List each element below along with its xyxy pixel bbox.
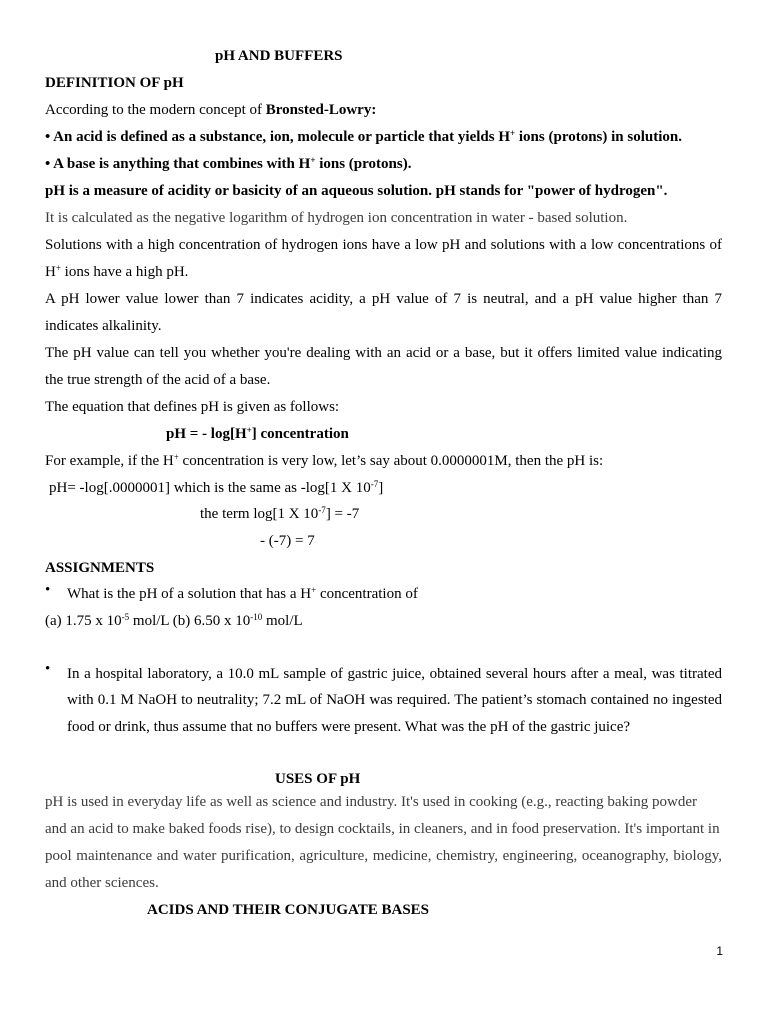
uses-line-3: pool maintenance and water purification, agriculture, medicine, chemistry, engineering, oceanography, biology, [45,848,722,864]
question-2-line-3: food or drink, thus assume that no buffers were present. What was the pH of the gastric juice? [67,719,631,735]
intro-text: According to the modern concept of [45,102,266,118]
uses-line-1: pH is used in everyday life as well as science and industry. It's used in cooking (e.g., reacting baking powder [45,794,697,810]
ph-measure-statement: pH is a measure of acidity or basicity of an aqueous solution. pH stands for "power of hydrogen". [45,183,668,199]
page-number: 1 [716,944,723,958]
ph-value-line-2: the true strength of the acid of a base. [45,372,271,388]
conjugate-bases-heading: ACIDS AND THEIR CONJUGATE BASES [147,902,430,918]
question-1 [67,585,418,603]
lower-value-line-2: indicates alkalinity. [45,318,162,334]
superscript: -7 [318,505,326,515]
question-1-options [45,612,303,630]
uses-line-4: and other sciences. [45,875,159,891]
assignments-heading: ASSIGNMENTS [45,560,155,576]
question-tail: concentration of [316,586,418,602]
calculation-step-1 [49,479,383,497]
superscript: + [173,452,179,462]
superscript: + [246,425,252,435]
superscript: + [311,585,317,595]
solutions-line-2 [45,263,188,281]
calc-step-tail: ] = -7 [325,506,360,522]
calculation-line: It is calculated as the negative logarithm of hydrogen ion concentration in water - based solution. [45,210,628,226]
solutions-tail: ions have a high pH. [60,264,189,280]
page-title: pH AND BUFFERS [215,48,343,64]
superscript: -5 [121,612,130,622]
option-a-text: (a) 1.75 x 10 [45,613,122,629]
equation-tail: ] concentration [251,426,349,442]
definition-heading: DEFINITION OF pH [45,75,184,91]
bullet-1: • [45,582,51,598]
example-line [45,452,603,470]
example-text: For example, if the H [45,453,174,469]
question-2-line-1: In a hospital laboratory, a 10.0 mL sample of gastric juice, obtained several hours after a meal, was titrated [67,666,722,682]
intro-line [45,101,376,119]
uses-heading: USES OF pH [275,771,361,787]
option-unit: mol/L [262,613,303,629]
uses-line-2: and an acid to make baked foods rise), to design cocktails, in cleaners, and in food preservation. It's important in [45,821,720,837]
equation-text: pH = - log[H [166,426,247,442]
superscript: + [510,128,516,138]
question-text: What is the pH of a solution that has a H [67,586,312,602]
calc-step-tail: ] [378,480,384,496]
superscript: -7 [370,479,379,489]
acid-definition-text: • An acid is defined as a substance, ion, molecule or particle that yields H [45,129,510,145]
equation-intro: The equation that defines pH is given as follows: [45,399,340,415]
bullet-2: • [45,661,51,677]
option-b-text: mol/L (b) 6.50 x 10 [129,613,251,629]
base-definition-text: • A base is anything that combines with H [45,156,311,172]
solutions-text: H [45,264,56,280]
ph-equation [166,425,349,443]
base-definition [45,155,411,173]
superscript: + [55,263,61,273]
calculation-step-2 [200,505,359,523]
lower-value-line-1: A pH lower value lower than 7 indicates acidity, a pH value of 7 is neutral, and a pH value higher than 7 [45,291,722,307]
base-definition-tail: ions (protons). [315,156,412,172]
ph-value-line-1: The pH value can tell you whether you're dealing with an acid or a base, but it offers limited value indicating [45,345,722,361]
superscript: -10 [250,612,263,622]
acid-definition-tail: ions (protons) in solution. [515,129,682,145]
solutions-line-1: Solutions with a high concentration of hydrogen ions have a low pH and solutions with a low concentrations of [45,237,722,253]
calc-step-text: pH= -log[.0000001] which is the same as -log[1 X 10 [49,480,371,496]
intro-bold-text: Bronsted-Lowry: [265,102,377,118]
example-tail: concentration is very low, let’s say about 0.0000001M, then the pH is: [178,453,604,469]
acid-definition [45,128,682,146]
superscript: + [310,155,316,165]
question-2-line-2: with 0.1 M NaOH to neutrality; 7.2 mL of NaOH was required. The patient’s stomach contained no ingested [67,692,722,708]
calc-step-text: the term log[1 X 10 [200,506,319,522]
calculation-step-3: - (-7) = 7 [260,533,315,549]
